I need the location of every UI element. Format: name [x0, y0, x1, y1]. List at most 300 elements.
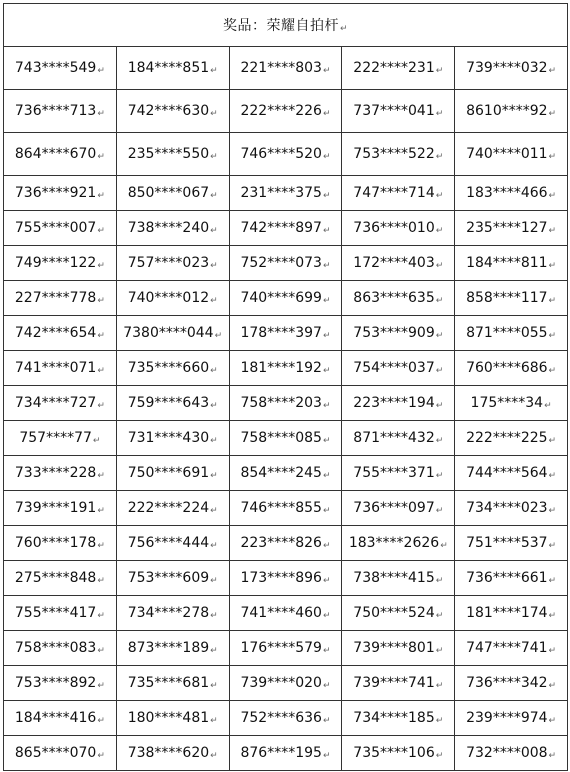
table-cell: [342, 421, 455, 456]
table-cell: [116, 90, 229, 133]
table-cell: [342, 456, 455, 491]
masked-phone-number: 749****122: [14, 255, 97, 271]
masked-phone-number: 876****195: [240, 745, 322, 761]
paragraph-mark-icon: ↵: [435, 506, 444, 516]
table-cell: [4, 351, 117, 386]
paragraph-mark-icon: ↵: [322, 331, 331, 341]
table-cell: [116, 211, 229, 246]
table-cell: [4, 211, 117, 246]
paragraph-mark-icon: ↵: [322, 541, 331, 551]
paragraph-mark-icon: ↵: [548, 471, 557, 481]
table-row: [4, 736, 568, 771]
paragraph-mark-icon: ↵: [97, 576, 105, 586]
paragraph-mark-icon: ↵: [322, 152, 331, 162]
table-cell: [455, 47, 568, 90]
paragraph-mark-icon: ↵: [548, 611, 557, 621]
paragraph-mark-icon: ↵: [97, 331, 105, 341]
paragraph-mark-icon: ↵: [322, 471, 331, 481]
table-cell: [116, 736, 229, 771]
masked-phone-number: 223****826: [240, 535, 322, 551]
table-cell: [4, 456, 117, 491]
masked-phone-number: 734****023: [466, 500, 548, 516]
table-cell: [455, 351, 568, 386]
paragraph-mark-icon: ↵: [548, 66, 557, 76]
table-cell: [116, 631, 229, 666]
table-row: [4, 176, 568, 211]
paragraph-mark-icon: ↵: [97, 66, 105, 76]
paragraph-mark-icon: ↵: [435, 296, 444, 306]
table-cell: [4, 526, 117, 561]
table-cell: [4, 666, 117, 701]
paragraph-mark-icon: ↵: [435, 646, 444, 656]
paragraph-mark-icon: ↵: [97, 506, 105, 516]
paragraph-mark-icon: ↵: [210, 541, 218, 551]
table-cell: [455, 701, 568, 736]
table-cell: [455, 211, 568, 246]
table-cell: [116, 526, 229, 561]
paragraph-mark-icon: ↵: [210, 576, 218, 586]
masked-phone-number: 222****224: [127, 500, 210, 516]
table-cell: [116, 386, 229, 421]
paragraph-mark-icon: ↵: [97, 541, 105, 551]
masked-phone-number: 858****117: [466, 290, 548, 306]
table-cell: [342, 701, 455, 736]
masked-phone-number: 735****106: [353, 745, 435, 761]
table-cell: [455, 421, 568, 456]
masked-phone-number: 736****921: [14, 185, 97, 201]
paragraph-mark-icon: ↵: [97, 401, 105, 411]
masked-phone-number: 736****010: [353, 220, 435, 236]
masked-phone-number: 755****417: [14, 605, 97, 621]
paragraph-mark-icon: ↵: [435, 66, 444, 76]
table-cell: [4, 701, 117, 736]
table-cell: [229, 596, 342, 631]
masked-phone-number: 753****522: [353, 146, 435, 162]
table-cell: [229, 736, 342, 771]
masked-phone-number: 736****661: [466, 570, 548, 586]
paragraph-mark-icon: ↵: [97, 751, 105, 761]
table-cell: [116, 246, 229, 281]
masked-phone-number: 750****691: [127, 465, 210, 481]
paragraph-mark-icon: ↵: [210, 471, 218, 481]
table-cell: [342, 666, 455, 701]
masked-phone-number: 759****643: [127, 395, 210, 411]
table-cell: [116, 316, 229, 351]
table-cell: [229, 90, 342, 133]
paragraph-mark-icon: ↵: [322, 646, 331, 656]
masked-phone-number: 740****699: [240, 290, 322, 306]
table-row: [4, 421, 568, 456]
table-row: [4, 351, 568, 386]
paragraph-mark-icon: ↵: [322, 436, 331, 446]
paragraph-mark-icon: ↵: [548, 716, 557, 726]
table-cell: [342, 90, 455, 133]
table-cell: [455, 561, 568, 596]
table-cell: [455, 456, 568, 491]
table-cell: [229, 386, 342, 421]
table-row: [4, 316, 568, 351]
paragraph-mark-icon: ↵: [435, 331, 444, 341]
masked-phone-number: 735****681: [127, 675, 210, 691]
masked-phone-number: 744****564: [466, 465, 548, 481]
masked-phone-number: 733****228: [14, 465, 97, 481]
masked-phone-number: 731****430: [127, 430, 210, 446]
masked-phone-number: 873****189: [127, 640, 210, 656]
paragraph-mark-icon: ↵: [435, 401, 444, 411]
table-cell: [116, 421, 229, 456]
masked-phone-number: 758****203: [240, 395, 322, 411]
paragraph-mark-icon: ↵: [435, 611, 444, 621]
masked-phone-number: 239****974: [466, 710, 548, 726]
table-cell: [229, 526, 342, 561]
table-cell: [342, 281, 455, 316]
table-cell: [455, 491, 568, 526]
masked-phone-number: 222****231: [353, 60, 435, 76]
masked-phone-number: 222****225: [466, 430, 548, 446]
table-row: [4, 133, 568, 176]
paragraph-mark-icon: ↵: [435, 261, 444, 271]
masked-phone-number: 753****909: [353, 325, 435, 341]
paragraph-mark-icon: ↵: [548, 541, 557, 551]
table-cell: [116, 491, 229, 526]
masked-phone-number: 758****083: [14, 640, 97, 656]
masked-phone-number: 739****191: [14, 500, 97, 516]
masked-phone-number: 760****178: [14, 535, 97, 551]
table-row: [4, 211, 568, 246]
prize-winner-document: [3, 3, 568, 771]
paragraph-mark-icon: ↵: [548, 436, 557, 446]
masked-phone-number: 181****192: [240, 360, 322, 376]
paragraph-mark-icon: ↵: [322, 611, 331, 621]
table-cell: [116, 176, 229, 211]
paragraph-mark-icon: ↵: [322, 366, 331, 376]
paragraph-mark-icon: ↵: [322, 261, 331, 271]
winner-table-body: [4, 47, 568, 771]
table-cell: [4, 281, 117, 316]
table-cell: [229, 351, 342, 386]
masked-phone-number: 736****097: [353, 500, 435, 516]
masked-phone-number: 734****185: [353, 710, 435, 726]
masked-phone-number: 754****037: [353, 360, 435, 376]
paragraph-mark-icon: ↵: [322, 751, 331, 761]
table-cell: [116, 456, 229, 491]
paragraph-mark-icon: ↵: [435, 191, 444, 201]
masked-phone-number: 740****011: [466, 146, 548, 162]
masked-phone-number: 180****481: [127, 710, 210, 726]
table-cell: [455, 90, 568, 133]
masked-phone-number: 741****460: [240, 605, 322, 621]
table-row: [4, 526, 568, 561]
masked-phone-number: 755****007: [14, 220, 97, 236]
paragraph-mark-icon: ↵: [322, 576, 331, 586]
table-cell: [4, 736, 117, 771]
paragraph-mark-icon: ↵: [210, 716, 218, 726]
paragraph-mark-icon: ↵: [548, 366, 557, 376]
table-cell: [342, 386, 455, 421]
paragraph-mark-icon: ↵: [97, 611, 105, 621]
masked-phone-number: 865****070: [14, 745, 97, 761]
table-cell: [342, 631, 455, 666]
table-cell: [229, 666, 342, 701]
table-cell: [455, 596, 568, 631]
masked-phone-number: 743****549: [14, 60, 97, 76]
table-cell: [229, 246, 342, 281]
paragraph-mark-icon: ↵: [435, 366, 444, 376]
masked-phone-number: 755****371: [353, 465, 435, 481]
table-cell: [455, 281, 568, 316]
paragraph-mark-icon: ↵: [210, 506, 218, 516]
table-cell: [4, 133, 117, 176]
masked-phone-number: 742****897: [240, 220, 322, 236]
table-cell: [342, 316, 455, 351]
paragraph-mark-icon: ↵: [210, 226, 218, 236]
table-cell: [342, 491, 455, 526]
paragraph-mark-icon: ↵: [97, 191, 105, 201]
masked-phone-number: 736****713: [14, 103, 97, 119]
masked-phone-number: 732****008: [466, 745, 548, 761]
table-cell: [455, 176, 568, 211]
table-cell: [342, 47, 455, 90]
table-row: [4, 90, 568, 133]
table-cell: [342, 736, 455, 771]
masked-phone-number: 223****194: [353, 395, 435, 411]
table-cell: [229, 47, 342, 90]
masked-phone-number: 753****609: [127, 570, 210, 586]
masked-phone-number: 173****896: [240, 570, 322, 586]
table-cell: [455, 316, 568, 351]
masked-phone-number: 735****660: [127, 360, 210, 376]
masked-phone-number: 742****630: [127, 103, 210, 119]
table-cell: [229, 176, 342, 211]
paragraph-mark-icon: ↵: [97, 471, 105, 481]
masked-phone-number: 740****012: [127, 290, 210, 306]
masked-phone-number: 178****397: [240, 325, 322, 341]
masked-phone-number: 738****415: [353, 570, 435, 586]
table-cell: [342, 133, 455, 176]
table-cell: [116, 561, 229, 596]
masked-phone-number: 871****432: [353, 430, 435, 446]
paragraph-mark-icon: ↵: [210, 296, 218, 306]
paragraph-mark-icon: ↵: [97, 716, 105, 726]
paragraph-mark-icon: ↵: [322, 66, 331, 76]
masked-phone-number: 747****741: [466, 640, 548, 656]
table-cell: [229, 281, 342, 316]
masked-phone-number: 181****174: [466, 605, 548, 621]
paragraph-mark-icon: ↵: [97, 226, 105, 236]
masked-phone-number: 752****636: [240, 710, 322, 726]
paragraph-mark-icon: ↵: [322, 109, 331, 119]
table-cell: [229, 631, 342, 666]
paragraph-mark-icon: ↵: [548, 506, 557, 516]
masked-phone-number: 734****278: [127, 605, 210, 621]
masked-phone-number: 756****444: [127, 535, 210, 551]
paragraph-mark-icon: ↵: [548, 261, 557, 271]
table-cell: [116, 47, 229, 90]
paragraph-mark-icon: ↵: [435, 152, 444, 162]
table-row: [4, 281, 568, 316]
table-cell: [229, 211, 342, 246]
table-cell: [455, 133, 568, 176]
table-cell: [229, 133, 342, 176]
table-cell: [455, 246, 568, 281]
paragraph-mark-icon: ↵: [97, 109, 105, 119]
masked-phone-number: 737****041: [353, 103, 435, 119]
table-cell: [342, 176, 455, 211]
paragraph-mark-icon: ↵: [548, 191, 557, 201]
paragraph-mark-icon: ↵: [548, 226, 557, 236]
masked-phone-number: 227****778: [14, 290, 97, 306]
paragraph-mark-icon: ↵: [97, 646, 105, 656]
table-cell: [229, 701, 342, 736]
paragraph-mark-icon: ↵: [214, 331, 223, 341]
paragraph-mark-icon: ↵: [435, 751, 444, 761]
table-cell: [116, 351, 229, 386]
table-cell: [455, 736, 568, 771]
masked-phone-number: 757****023: [127, 255, 210, 271]
masked-phone-number: 235****127: [466, 220, 548, 236]
table-row: [4, 491, 568, 526]
masked-phone-number: 757****77: [19, 430, 92, 446]
paragraph-mark-icon: ↵: [548, 681, 557, 691]
table-cell: [229, 316, 342, 351]
masked-phone-number: 739****741: [353, 675, 435, 691]
table-row: [4, 561, 568, 596]
masked-phone-number: 175****34: [470, 395, 544, 411]
masked-phone-number: 760****686: [466, 360, 548, 376]
masked-phone-number: 739****020: [240, 675, 322, 691]
paragraph-mark-icon: ↵: [322, 506, 331, 516]
table-row: [4, 701, 568, 736]
masked-phone-number: 739****032: [466, 60, 548, 76]
paragraph-mark-icon: ↵: [210, 751, 218, 761]
masked-phone-number: 746****520: [240, 146, 322, 162]
table-cell: [342, 561, 455, 596]
paragraph-mark-icon: ↵: [435, 436, 444, 446]
paragraph-mark-icon: ↵: [97, 366, 105, 376]
table-cell: [4, 386, 117, 421]
masked-phone-number: 275****848: [14, 570, 97, 586]
masked-phone-number: 750****524: [353, 605, 435, 621]
masked-phone-number: 176****579: [240, 640, 322, 656]
winner-table: [3, 3, 568, 771]
table-cell: [342, 211, 455, 246]
table-cell: [116, 666, 229, 701]
paragraph-mark-icon: ↵: [97, 261, 105, 271]
paragraph-mark-icon: ↵: [210, 66, 218, 76]
paragraph-mark-icon: ↵: [548, 646, 557, 656]
table-row: [4, 456, 568, 491]
paragraph-mark-icon: ↵: [435, 716, 444, 726]
table-row: [4, 47, 568, 90]
masked-phone-number: 7380****044: [123, 325, 214, 341]
paragraph-mark-icon: ↵: [548, 576, 557, 586]
masked-phone-number: 753****892: [14, 675, 97, 691]
masked-phone-number: 738****620: [127, 745, 210, 761]
masked-phone-number: 222****226: [240, 103, 322, 119]
paragraph-mark-icon: ↵: [548, 109, 557, 119]
table-cell: [229, 421, 342, 456]
paragraph-mark-icon: ↵: [322, 716, 331, 726]
masked-phone-number: 221****803: [240, 60, 322, 76]
paragraph-mark-icon: ↵: [548, 751, 557, 761]
table-cell: [342, 351, 455, 386]
table-cell: [4, 631, 117, 666]
table-row: [4, 246, 568, 281]
table-cell: [229, 491, 342, 526]
table-row: [4, 666, 568, 701]
paragraph-mark-icon: ↵: [548, 152, 557, 162]
paragraph-mark-icon: ↵: [210, 261, 218, 271]
paragraph-mark-icon: ↵: [97, 152, 105, 162]
table-cell: [4, 491, 117, 526]
table-cell: [4, 561, 117, 596]
masked-phone-number: 758****085: [240, 430, 322, 446]
table-cell: [116, 133, 229, 176]
paragraph-mark-icon: ↵: [435, 471, 444, 481]
table-cell: [455, 666, 568, 701]
paragraph-mark-icon: ↵: [435, 681, 444, 691]
paragraph-mark-icon: ↵: [322, 191, 331, 201]
table-row: [4, 386, 568, 421]
paragraph-mark-icon: ↵: [440, 541, 448, 551]
table-cell: [4, 176, 117, 211]
paragraph-mark-icon: ↵: [97, 296, 105, 306]
paragraph-mark-icon: ↵: [210, 611, 218, 621]
table-cell: [342, 526, 455, 561]
masked-phone-number: 183****2626: [348, 535, 440, 551]
paragraph-mark-icon: ↵: [210, 366, 218, 376]
paragraph-mark-icon: ↵: [210, 191, 218, 201]
paragraph-mark-icon: ↵: [548, 331, 557, 341]
paragraph-mark-icon: ↵: [322, 226, 331, 236]
paragraph-mark-icon: ↵: [210, 401, 218, 411]
table-cell: [229, 561, 342, 596]
masked-phone-number: 742****654: [14, 325, 97, 341]
masked-phone-number: 863****635: [353, 290, 435, 306]
paragraph-mark-icon: ↵: [210, 681, 218, 691]
paragraph-mark-icon: ↵: [322, 296, 331, 306]
masked-phone-number: 8610****92: [466, 103, 548, 119]
table-title: [4, 4, 568, 47]
paragraph-mark-icon: ↵: [210, 109, 218, 119]
title-row: [4, 4, 568, 47]
table-cell: [229, 456, 342, 491]
table-cell: [4, 596, 117, 631]
paragraph-mark-icon: ↵: [435, 226, 444, 236]
masked-phone-number: 739****801: [353, 640, 435, 656]
masked-phone-number: 184****416: [14, 710, 97, 726]
masked-phone-number: 183****466: [466, 185, 548, 201]
paragraph-mark-icon: ↵: [322, 681, 331, 691]
masked-phone-number: 741****071: [14, 360, 97, 376]
paragraph-mark-icon: ↵: [548, 296, 557, 306]
masked-phone-number: 172****403: [353, 255, 435, 271]
paragraph-mark-icon: ↵: [210, 646, 218, 656]
masked-phone-number: 854****245: [240, 465, 322, 481]
table-cell: [4, 421, 117, 456]
paragraph-mark-icon: ↵: [92, 436, 101, 446]
paragraph-mark-icon: ↵: [210, 152, 218, 162]
table-cell: [4, 47, 117, 90]
masked-phone-number: 184****851: [127, 60, 210, 76]
masked-phone-number: 746****855: [240, 500, 322, 516]
table-cell: [4, 246, 117, 281]
table-cell: [116, 281, 229, 316]
masked-phone-number: 751****537: [466, 535, 548, 551]
masked-phone-number: 736****342: [466, 675, 548, 691]
paragraph-mark-icon: ↵: [210, 436, 218, 446]
prize-title: 奖品：荣耀自拍杆: [222, 18, 339, 34]
